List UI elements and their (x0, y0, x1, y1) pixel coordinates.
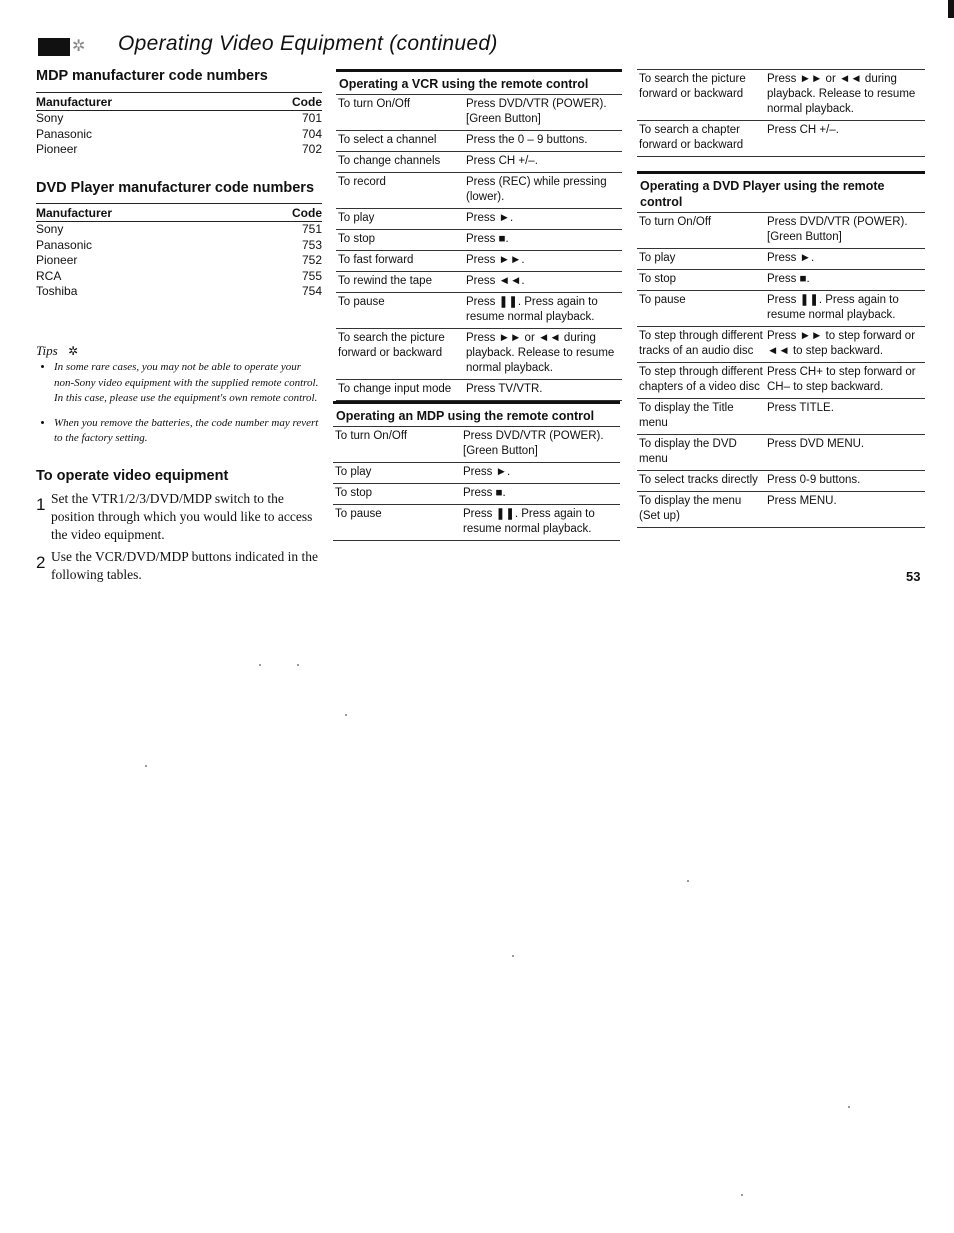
tip-bulb-icon: ✲ (68, 344, 79, 358)
col-code: Code (241, 204, 322, 222)
scan-speck (687, 880, 689, 882)
mdp-codes-section (36, 68, 322, 158)
operation-row (637, 249, 925, 270)
manufacturer-code: 755 (301, 268, 322, 283)
operation-action: To display the Title menu (637, 399, 765, 435)
operation-instruction: Press CH +/–. (464, 152, 622, 173)
operation-row (333, 484, 620, 505)
operate-heading: To operate video equipment (36, 468, 229, 484)
mdp-codes-heading: MDP manufacturer code numbers (36, 68, 268, 84)
operation-row (336, 152, 622, 173)
step-number: 2 (36, 553, 46, 572)
operation-row (637, 471, 925, 492)
operation-row (336, 95, 622, 131)
step-item (36, 548, 322, 584)
operation-action: To stop (336, 230, 464, 251)
operation-action: To turn On/Off (333, 427, 461, 463)
operation-instruction: Press ►. (765, 249, 925, 270)
operation-action: To stop (333, 484, 461, 505)
operation-instruction: Press MENU. (765, 492, 925, 528)
operation-instruction: Press CH+ to step forward or CH– to step backward. (765, 363, 925, 399)
header-block-mark (38, 38, 70, 56)
scan-speck (297, 664, 299, 666)
operation-instruction: Press (REC) while pressing (lower). (464, 173, 622, 209)
operation-action: To display the menu (Set up) (637, 492, 765, 528)
dvd-codes-section (36, 180, 322, 300)
operation-instruction: Press ►► or ◄◄ during playback. Release to resume normal playback. (464, 329, 622, 380)
manufacturer-name: Panasonic (36, 237, 93, 252)
scan-speck (345, 714, 347, 716)
operation-instruction: Press DVD MENU. (765, 435, 925, 471)
operation-action: To search the picture forward or backward (336, 329, 464, 380)
operation-instruction: Press DVD/VTR (POWER). [Green Button] (765, 213, 925, 249)
operation-action: To display the DVD menu (637, 435, 765, 471)
manufacturer-code: 704 (301, 126, 322, 141)
mdp-continued-section (637, 69, 925, 157)
scan-speck (848, 1106, 850, 1108)
tips-label: Tips (36, 343, 58, 358)
manufacturer-code: 702 (301, 142, 322, 156)
operation-action: To change input mode (336, 380, 464, 401)
operation-row (637, 270, 925, 291)
scan-speck (145, 765, 147, 767)
operation-instruction: Press ❚❚. Press again to resume normal playback. (464, 293, 622, 329)
operation-row (336, 131, 622, 152)
operation-row (336, 173, 622, 209)
operation-row (336, 293, 622, 329)
operation-row (637, 70, 925, 121)
manufacturer-code: 754 (301, 284, 322, 298)
tips-list (36, 360, 322, 447)
operation-action: To search the picture forward or backward (637, 70, 765, 121)
manufacturer-name: Toshiba (36, 284, 78, 298)
operation-row (637, 213, 925, 249)
operation-row (333, 463, 620, 484)
edge-tab-mark (948, 0, 954, 18)
operation-row (333, 427, 620, 463)
operation-instruction: Press ❚❚. Press again to resume normal playback. (461, 505, 620, 541)
code-row (36, 284, 322, 300)
dvd-codes-table (36, 203, 322, 300)
operation-row (336, 230, 622, 251)
operation-instruction: Press CH +/–. (765, 121, 925, 157)
operation-row (637, 363, 925, 399)
operate-section (36, 468, 322, 588)
code-row (36, 222, 322, 238)
mdp-codes-table (36, 92, 322, 158)
vcr-heading: Operating a VCR using the remote control (336, 69, 622, 94)
operation-action: To search a chapter forward or backward (637, 121, 765, 157)
code-row (36, 269, 322, 285)
step-number: 1 (36, 495, 46, 514)
operation-action: To play (336, 209, 464, 230)
operation-action: To select a channel (336, 131, 464, 152)
step-text: Set the VTR1/2/3/DVD/MDP switch to the position through which you would like to access the video equipment. (51, 491, 313, 542)
manufacturer-code: 752 (301, 253, 322, 267)
operation-action: To pause (333, 505, 461, 541)
operation-action: To play (637, 249, 765, 270)
operation-instruction: Press ►► to step forward or ◄◄ to step backward. (765, 327, 925, 363)
step-item (36, 490, 322, 544)
mdp-continued-table (637, 69, 925, 157)
operation-instruction: Press ►►. (464, 251, 622, 272)
page-number: 53 (906, 569, 921, 584)
operation-row (333, 505, 620, 541)
dvd-section (637, 171, 925, 528)
operation-instruction: Press DVD/VTR (POWER). [Green Button] (464, 95, 622, 131)
code-row (36, 111, 322, 127)
col-manufacturer: Manufacturer (36, 93, 241, 111)
mdp-table (333, 426, 620, 541)
operation-action: To play (333, 463, 461, 484)
operation-action: To pause (637, 291, 765, 327)
operation-action: To pause (336, 293, 464, 329)
operation-action: To change channels (336, 152, 464, 173)
operation-row (637, 121, 925, 157)
dvd-heading: Operating a DVD Player using the remote control (637, 171, 925, 212)
tip-item: • In some rare cases, you may not be able to operate your non-Sony video equipment with the supplied remote control. In this case, please use the equipment's own remote control. (54, 360, 322, 407)
tip-item: • When you remove the batteries, the code number may revert to the factory setting. (54, 416, 322, 447)
operation-action: To step through different chapters of a video disc (637, 363, 765, 399)
tips-section (36, 342, 322, 456)
operation-instruction: Press ►. (464, 209, 622, 230)
operation-action: To record (336, 173, 464, 209)
mdp-section (333, 401, 620, 541)
scan-speck (741, 1194, 743, 1196)
operation-row (336, 209, 622, 230)
operation-instruction: Press ■. (464, 230, 622, 251)
operation-row (637, 291, 925, 327)
operation-instruction: Press ►► or ◄◄ during playback. Release to resume normal playback. (765, 70, 925, 121)
operation-instruction: Press the 0 – 9 buttons. (464, 131, 622, 152)
operation-instruction: Press ◄◄. (464, 272, 622, 293)
manufacturer-name: RCA (36, 268, 62, 283)
operation-instruction: Press ❚❚. Press again to resume normal playback. (765, 291, 925, 327)
manufacturer-code: 701 (301, 111, 322, 125)
page-title: Operating Video Equipment (continued) (118, 32, 498, 55)
code-row (36, 142, 322, 158)
operation-action: To rewind the tape (336, 272, 464, 293)
operation-instruction: Press ►. (461, 463, 620, 484)
operation-instruction: Press ■. (765, 270, 925, 291)
manufacturer-code: 751 (301, 222, 322, 236)
operation-row (336, 329, 622, 380)
operation-action: To stop (637, 270, 765, 291)
operation-action: To select tracks directly (637, 471, 765, 492)
code-row (36, 253, 322, 269)
scan-speck (259, 664, 261, 666)
mdp-heading: Operating an MDP using the remote control (333, 401, 620, 426)
operation-row (336, 380, 622, 401)
operation-instruction: Press TITLE. (765, 399, 925, 435)
code-row (36, 127, 322, 143)
operation-row (336, 272, 622, 293)
code-row (36, 238, 322, 254)
operation-row (336, 251, 622, 272)
col-manufacturer: Manufacturer (36, 204, 241, 222)
tip-bulb-icon: ✲ (72, 36, 86, 55)
manufacturer-name: Pioneer (36, 142, 78, 156)
operation-instruction: Press 0-9 buttons. (765, 471, 925, 492)
operation-action: To turn On/Off (637, 213, 765, 249)
vcr-section (336, 69, 622, 401)
dvd-codes-heading: DVD Player manufacturer code numbers (36, 180, 315, 196)
operation-action: To step through different tracks of an audio disc (637, 327, 765, 363)
operation-row (637, 327, 925, 363)
operation-row (637, 492, 925, 528)
step-text: Use the VCR/DVD/MDP buttons indicated in the following tables. (51, 549, 318, 582)
operation-action: To turn On/Off (336, 95, 464, 131)
operation-action: To fast forward (336, 251, 464, 272)
manufacturer-code: 753 (301, 237, 322, 252)
vcr-table (336, 94, 622, 401)
operation-instruction: Press ■. (461, 484, 620, 505)
operation-row (637, 435, 925, 471)
manufacturer-name: Sony (36, 111, 64, 125)
scan-speck (512, 955, 514, 957)
operation-row (637, 399, 925, 435)
col-code: Code (241, 93, 322, 111)
manufacturer-name: Sony (36, 222, 64, 236)
operation-instruction: Press TV/VTR. (464, 380, 622, 401)
manufacturer-name: Pioneer (36, 253, 78, 267)
operation-instruction: Press DVD/VTR (POWER). [Green Button] (461, 427, 620, 463)
manufacturer-name: Panasonic (36, 126, 93, 141)
dvd-table (637, 212, 925, 528)
